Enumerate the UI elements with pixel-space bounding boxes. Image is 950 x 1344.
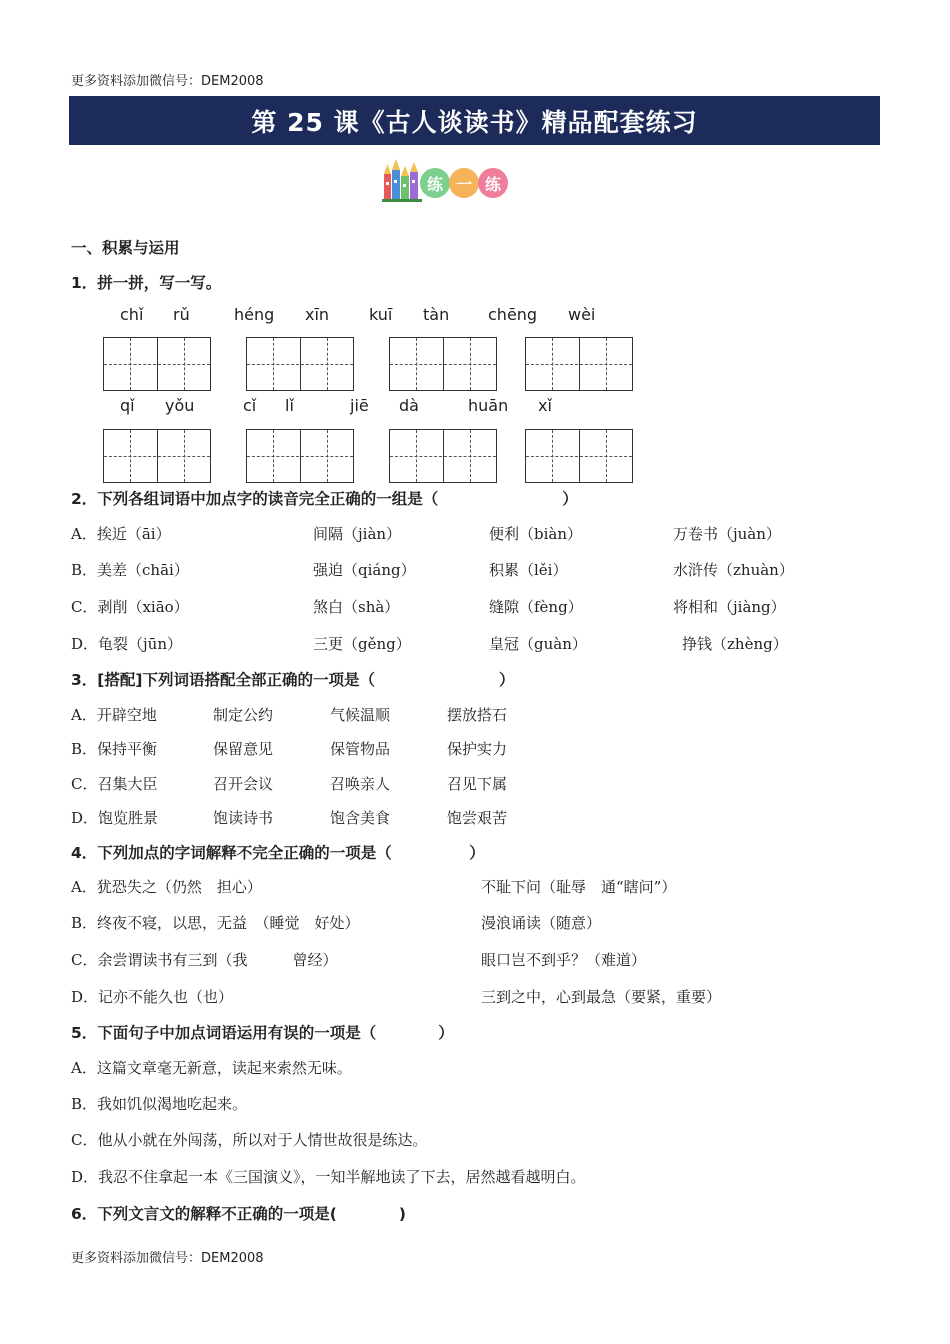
option-c: 缝隙（fèng） (489, 598, 583, 616)
question-5-stem: 5．下面句子中加点词语运用有误的一项是（ ） (71, 1024, 454, 1042)
option-d[interactable]: D．记亦不能久也（也） (71, 988, 234, 1006)
option-c: 煞白（shà） (313, 598, 400, 616)
option-c: 眼口岂不到乎？（难道） (481, 951, 647, 969)
writing-grid[interactable] (389, 337, 497, 391)
option-a[interactable]: A．这篇文章毫无新意，读起来索然无味。 (71, 1059, 352, 1077)
writing-grid[interactable] (246, 429, 354, 483)
option-b: 保留意见 (213, 740, 274, 758)
practice-badge (382, 156, 512, 204)
option-c: 召唤亲人 (330, 775, 391, 793)
option-d[interactable]: D．我忍不住拿起一本《三国演义》，一知半解地读了下去，居然越看越明白。 (71, 1168, 586, 1186)
pinyin: huān (468, 396, 509, 415)
option-c[interactable]: C．余尝谓读书有三到（我 曾经） (71, 951, 338, 969)
pinyin: chǐ (120, 305, 144, 324)
option-b: 保管物品 (330, 740, 391, 758)
option-b: 强迫（qiáng） (313, 561, 416, 579)
option-a: 便利（biàn） (489, 525, 583, 543)
pinyin: jiē (350, 396, 369, 415)
pinyin: tàn (423, 305, 450, 324)
option-a: 不耻下问（耻辱 通“瞎问”） (481, 878, 677, 896)
pinyin: chēng (488, 305, 538, 324)
option-b: 积累（lěi） (489, 561, 568, 579)
option-a: 气候温顺 (330, 706, 391, 724)
option-d[interactable]: D．饱览胜景 (71, 809, 159, 827)
option-c: 将相和（jiàng） (673, 598, 786, 616)
question-4-stem: 4．下列加点的字词解释不完全正确的一项是（ ） (71, 844, 485, 862)
writing-grid[interactable] (389, 429, 497, 483)
option-a: 制定公约 (213, 706, 274, 724)
option-d[interactable]: D．龟裂（jūn） (71, 635, 182, 653)
option-d: 饱含美食 (330, 809, 391, 827)
option-c[interactable]: C．剥削（xiāo） (71, 598, 189, 616)
pinyin: lǐ (285, 396, 294, 415)
pinyin: xīn (305, 305, 330, 324)
option-d: 皇冠（guàn） (489, 635, 587, 653)
option-a: 万卷书（juàn） (673, 525, 781, 543)
option-d: 挣钱（zhèng） (682, 635, 788, 653)
question-6-stem: 6．下列文言文的解释不正确的一项是( ) (71, 1205, 406, 1223)
writing-grid[interactable] (525, 337, 633, 391)
footer-note: 更多资料添加微信号：DEM2008 (71, 1251, 264, 1266)
pinyin: cǐ (243, 396, 257, 415)
pinyin: wèi (568, 305, 596, 324)
writing-grid[interactable] (103, 337, 211, 391)
pinyin: xǐ (538, 396, 552, 415)
option-a[interactable]: A．开辟空地 (71, 706, 157, 724)
option-d: 三到之中，心到最急（要紧，重要） (481, 988, 722, 1006)
pinyin: qǐ (120, 396, 135, 415)
question-2-stem: 2．下列各组词语中加点字的读音完全正确的一组是（ ） (71, 490, 578, 508)
option-c: 召见下属 (447, 775, 508, 793)
badge-char-1: 练 (420, 168, 450, 198)
option-c[interactable]: C．召集大臣 (71, 775, 158, 793)
pinyin: rǔ (173, 305, 190, 324)
writing-grid[interactable] (525, 429, 633, 483)
section-heading: 一、积累与运用 (71, 239, 180, 257)
option-a: 摆放搭石 (447, 706, 508, 724)
option-b[interactable]: B．保持平衡 (71, 740, 158, 758)
writing-grid[interactable] (103, 429, 211, 483)
option-b: 漫浪诵读（随意） (481, 914, 602, 932)
badge-char-3: 练 (478, 168, 508, 198)
option-c[interactable]: C．他从小就在外闯荡，所以对于人情世故很是练达。 (71, 1131, 428, 1149)
question-1-stem: 1．拼一拼，写一写。 (71, 274, 222, 292)
question-3-stem: 3．[搭配]下列词语搭配全部正确的一项是（ ） (71, 671, 515, 689)
page-title: 第 25 课《古人谈读书》精品配套练习 (69, 96, 880, 145)
pinyin: kuī (369, 305, 393, 324)
option-b[interactable]: B．终夜不寝，以思，无益 （睡觉 好处） (71, 914, 360, 932)
option-b[interactable]: B．美差（chāi） (71, 561, 189, 579)
option-a: 间隔（jiàn） (313, 525, 402, 543)
pinyin: yǒu (165, 396, 195, 415)
option-d: 饱尝艰苦 (447, 809, 508, 827)
header-note: 更多资料添加微信号：DEM2008 (71, 74, 264, 89)
option-b[interactable]: B．我如饥似渴地吃起来。 (71, 1095, 248, 1113)
option-d: 三更（gěng） (313, 635, 411, 653)
badge-char-2: 一 (449, 168, 479, 198)
option-a[interactable]: A．挨近（āi） (71, 525, 171, 543)
option-d: 饱读诗书 (213, 809, 274, 827)
pinyin: dà (399, 396, 419, 415)
option-a[interactable]: A．犹恐失之（仍然 担心） (71, 878, 262, 896)
pinyin: héng (234, 305, 275, 324)
option-c: 召开会议 (213, 775, 274, 793)
writing-grid[interactable] (246, 337, 354, 391)
option-b: 保护实力 (447, 740, 508, 758)
option-b: 水浒传（zhuàn） (673, 561, 794, 579)
